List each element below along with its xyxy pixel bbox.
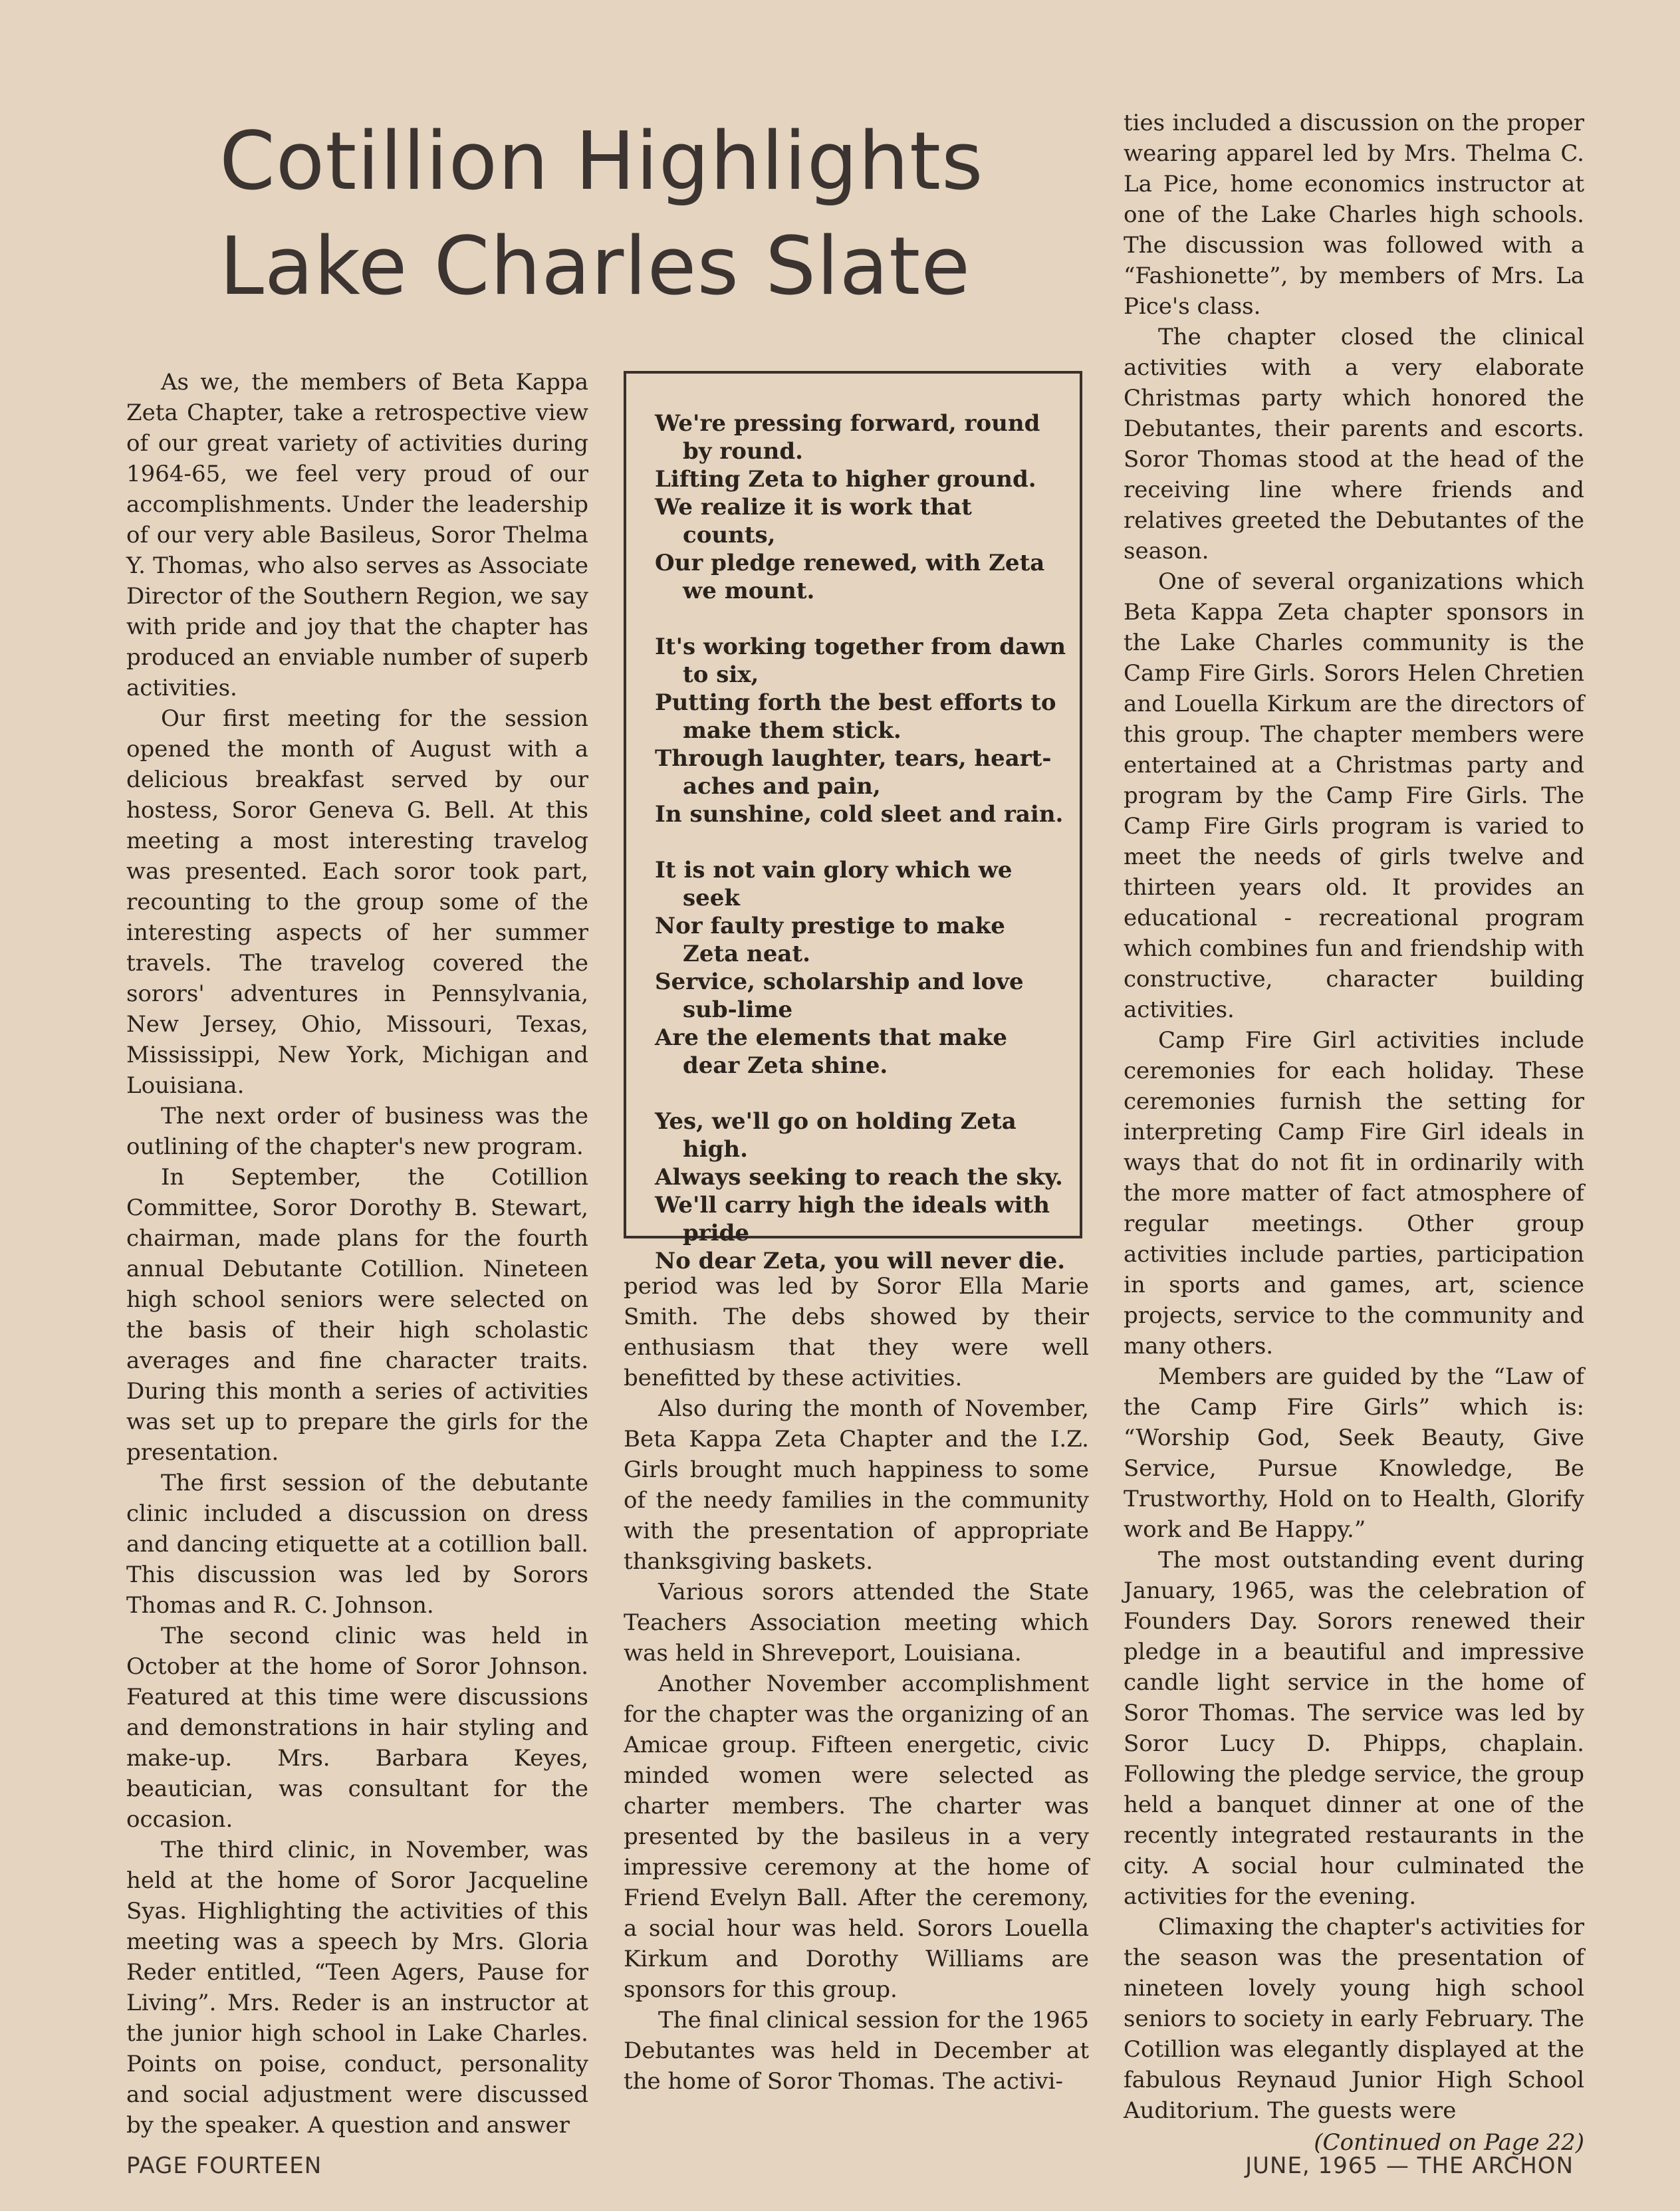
paragraph: The final clinical session for the 1965 Debutantes was held in December at the home of Soror Thomas. The activi- — [624, 2007, 1089, 2095]
poem-line: Lifting Zeta to higher ground. — [655, 466, 1036, 493]
poem-line: Always seeking to reach the sky. — [655, 1164, 1063, 1191]
poem-line: Our pledge renewed, with Zeta we mount. — [655, 550, 1045, 604]
poem-line: Are the elements that make dear Zeta shine. — [655, 1024, 1008, 1079]
paragraph: The most outstanding event during January, 1965, was the celebration of Founders Day. Sorors renewed their pledge in a beautiful and impressive candle light service in the home of Soror Thomas. The service was led by Soror Lucy D. Phipps, chaplain. Following the pledge service, the group held a banquet dinner at one of the recently integrated restaurants in the city. A social hour culminated the activities for the evening. — [1124, 1547, 1584, 1910]
paragraph: The first session of the debutante clinic included a discussion on dress and dancing etiquette at a cotillion ball. This discussion was led by Sorors Thomas and R. C. Johnson. — [126, 1470, 588, 1619]
poem-line: We're pressing forward, round by round. — [655, 410, 1040, 465]
paragraph: The second clinic was held in October at the home of Soror Johnson. Featured at this time were discussions and demonstrations in hair styling and make-up. Mrs. Barbara Keyes, beautician, was consultant for the occasion. — [126, 1623, 588, 1833]
title-line-1: Cotillion Highlights — [219, 116, 984, 208]
paragraph: As we, the members of Beta Kappa Zeta Chapter, take a retrospective view of our great variety of activities during 1964-65, we feel very proud of our accomplishments. Under the leadership of our very able Basileus, Soror Thelma Y. Thomas, who also serves as Associate Director of the Southern Region, we say with pride and joy that the chapter has produced an enviable number of superb activities. — [126, 369, 588, 701]
poem-stanza — [655, 1107, 1067, 1275]
continued-note: (Continued on Page 22) — [1314, 2129, 1584, 2156]
paragraph: Our first meeting for the session opened the month of August with a delicious breakfast served by our hostess, Soror Geneva G. Bell. At this meeting a most interesting travelog was presented. Each soror took part, recounting to the group some of the interesting aspects of her summer travels. The travelog covered the sorors' adventures in Pennsylvania, New Jersey, Ohio, Missouri, Texas, Mississippi, New York, Michigan and Louisiana. — [126, 705, 588, 1099]
poem-line: Yes, we'll go on holding Zeta high. — [655, 1108, 1017, 1163]
poem-line: Service, scholarship and love sub-lime — [655, 969, 1024, 1023]
article-title — [219, 110, 1044, 320]
paragraph: The third clinic, in November, was held at the home of Soror Jacqueline Syas. Highlighting the activities of this meeting was a speech by Mrs. Gloria Reder entitled, “Teen Agers, Pause for Living”. Mrs. Reder is an instructor at the junior high school in Lake Charles. Points on poise, conduct, personality and social adjustment were discussed by the speaker. A question and answer — [126, 1837, 588, 2139]
poem-stanza — [655, 633, 1067, 828]
article-column-2 — [624, 1271, 1089, 2097]
article-column-1 — [126, 367, 588, 2141]
poem-line: No dear Zeta, you will never die. — [655, 1248, 1066, 1274]
poem-line: We realize it is work that counts, — [655, 494, 972, 548]
poem-line: Nor faulty prestige to make Zeta neat. — [655, 913, 1005, 967]
paragraph: ties included a discussion on the proper wearing apparel led by Mrs. Thelma C. La Pice, home economics instructor at one of the Lake Charles high schools. The discussion was followed with a “Fashionette”, by members of Mrs. La Pice's class. — [1124, 110, 1584, 320]
paragraph: Various sorors attended the State Teachers Association meeting which was held in Shreveport, Louisiana. — [624, 1579, 1089, 1667]
poem-line: In sunshine, cold sleet and rain. — [655, 801, 1064, 828]
paragraph: The next order of business was the outlining of the chapter's new program. — [126, 1103, 588, 1160]
page-number: PAGE FOURTEEN — [126, 2153, 322, 2179]
paragraph: In September, the Cotillion Committee, Soror Dorothy B. Stewart, chairman, made plans for the fourth annual Debutante Cotillion. Nineteen high school seniors were selected on the basis of their high scholastic averages and fine character traits. During this month a series of activities was set up to prepare the girls for the presentation. — [126, 1164, 588, 1466]
paragraph: Members are guided by the “Law of the Camp Fire Girls” which is: “Worship God, Seek Beauty, Give Service, Pursue Knowledge, Be Trustworthy, Hold on to Health, Glorify work and Be Happy.” — [1124, 1363, 1584, 1543]
poem-stanza — [655, 856, 1067, 1080]
poem — [655, 409, 1067, 1275]
paragraph: Also during the month of November, Beta Kappa Zeta Chapter and the I.Z. Girls brought much happiness to some of the needy families in the community with the presentation of appropriate thanksgiving baskets. — [624, 1395, 1089, 1575]
paragraph: Camp Fire Girl activities include ceremonies for each holiday. These ceremonies furnish the setting for interpreting Camp Fire Girl ideals in ways that do not fit in ordinarily with the more matter of fact atmosphere of regular meetings. Other group activities include parties, participation in sports and games, art, science projects, service to the community and many others. — [1124, 1027, 1584, 1359]
paragraph: Another November accomplishment for the chapter was the organizing of an Amicae group. Fifteen energetic, civic minded women were selected as charter members. The charter was presented by the basileus in a very impressive ceremony at the home of Friend Evelyn Ball. After the ceremony, a social hour was held. Sorors Louella Kirkum and Dorothy Williams are sponsors for this group. — [624, 1671, 1089, 2003]
article-column-3 — [1124, 108, 1584, 2158]
paragraph: Climaxing the chapter's activities for the season was the presentation of nineteen lovely young high school seniors to society in early February. The Cotillion was elegantly displayed at the fabulous Reynaud Junior High School Auditorium. The guests were — [1124, 1914, 1584, 2124]
issue-date: JUNE, 1965 — THE ARCHON — [1245, 2153, 1574, 2179]
paragraph: One of several organizations which Beta Kappa Zeta chapter sponsors in the Lake Charles community is the Camp Fire Girls. Sorors Helen Chretien and Louella Kirkum are the directors of this group. The chapter members were entertained at a Christmas party and program by the Camp Fire Girls. The Camp Fire Girls program is varied to meet the needs of girls twelve and thirteen years old. It provides an educational - recreational program which combines fun and friendship with constructive, character building activities. — [1124, 568, 1584, 1023]
poem-line: We'll carry high the ideals with pride — [655, 1192, 1050, 1246]
paragraph: period was led by Soror Ella Marie Smith. The debs showed by their enthusiasm that they were well benefitted by these activities. — [624, 1273, 1089, 1391]
poem-line: It's working together from dawn to six, — [655, 634, 1066, 688]
poem-line: It is not vain glory which we seek — [655, 857, 1013, 911]
poem-stanza — [655, 409, 1067, 605]
paragraph: The chapter closed the clinical activities with a very elaborate Christmas party which honored the Debutantes, their parents and escorts. Soror Thomas stood at the head of the receiving line where friends and relatives greeted the Debutantes of the season. — [1124, 324, 1584, 564]
poem-line: Through laughter, tears, heart-aches and pain, — [655, 745, 1052, 800]
poem-line: Putting forth the best efforts to make them stick. — [655, 689, 1056, 744]
title-line-2: Lake Charles Slate — [219, 221, 971, 313]
